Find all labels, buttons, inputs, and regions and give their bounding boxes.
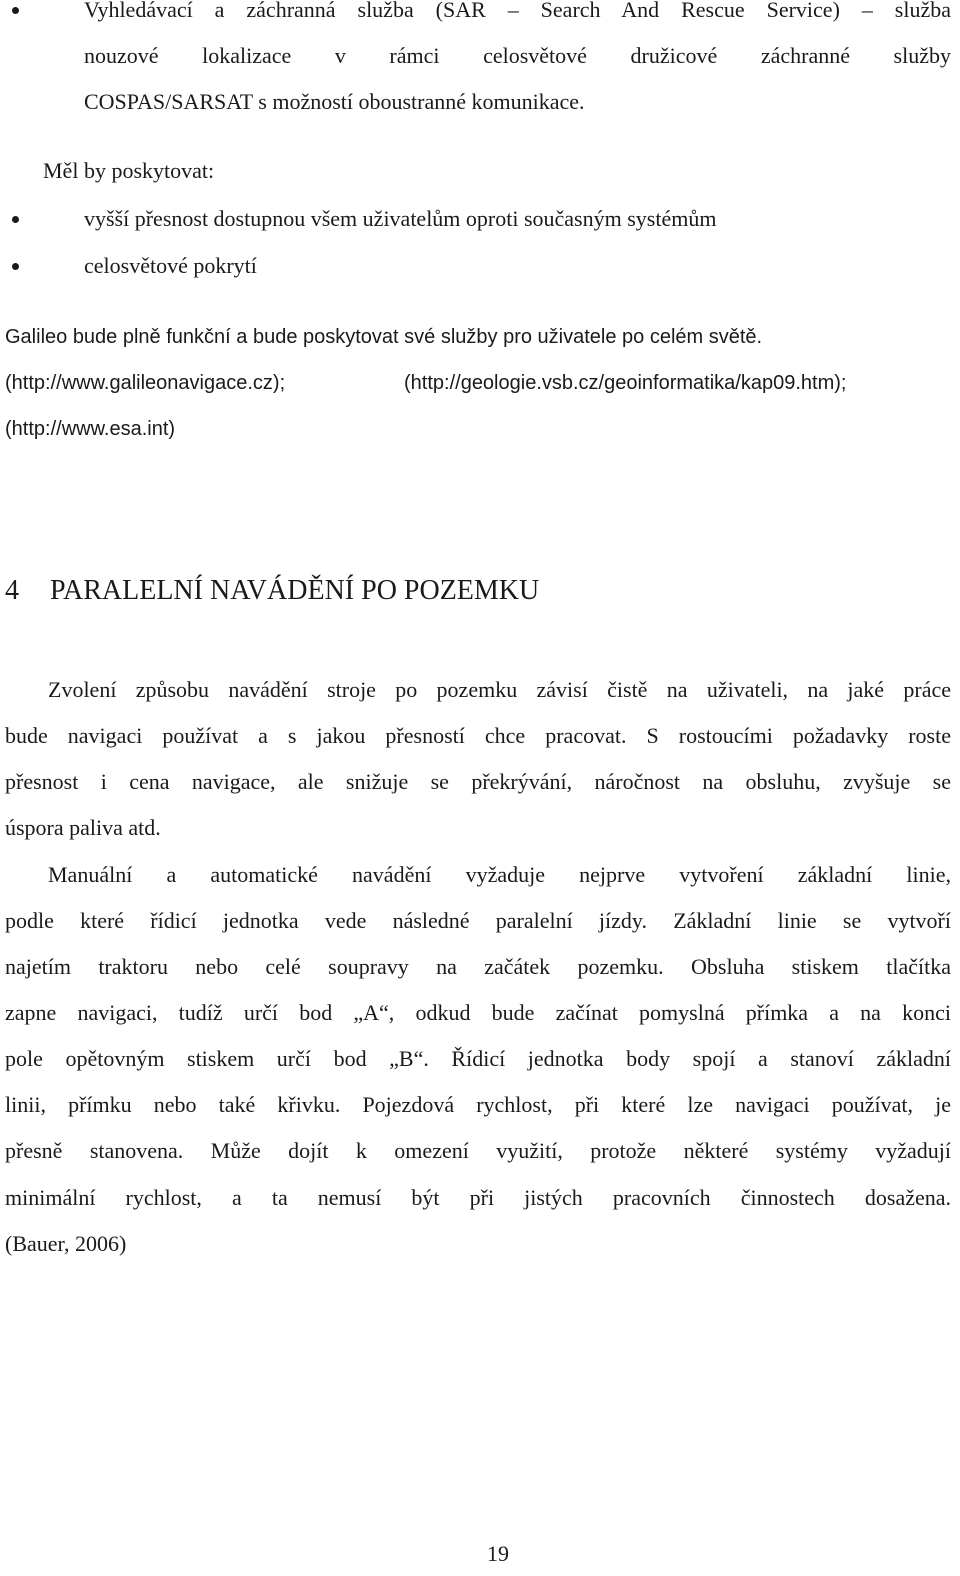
reference-link: (http://www.galileonavigace.cz);	[5, 372, 286, 394]
paragraph-line: úspora paliva atd.	[5, 815, 161, 840]
bullet-item: celosvětové pokrytí	[84, 253, 257, 278]
page-number: 19	[487, 1541, 509, 1566]
section-title: PARALELNÍ NAVÁDĚNÍ PO POZEMKU	[50, 575, 540, 606]
paragraph-line: přesně stanovena. Může dojít k omezení využití, protože některé systémy vyžadují	[5, 1138, 951, 1163]
paragraph-line: linii, přímku nebo také křivku. Pojezdová rychlost, při které lze navigaci používat, je	[5, 1092, 951, 1117]
paragraph-line: Zvolení způsobu navádění stroje po pozemku závisí čistě na uživateli, na jaké práce	[48, 677, 951, 702]
citation: (Bauer, 2006)	[5, 1231, 127, 1256]
paragraph-line: podle které řídicí jednotka vede následné paralelní jízdy. Základní linie se vytvoří	[5, 908, 951, 933]
paragraph-line: bude navigaci používat a s jakou přesností chce pracovat. S rostoucími požadavky roste	[5, 723, 951, 748]
bullet-sar-line-3: COSPAS/SARSAT s možností oboustranné komunikace.	[84, 89, 585, 114]
section-number: 4	[5, 575, 19, 606]
intro-text: Měl by poskytovat:	[43, 158, 215, 183]
paragraph-line: přesnost i cena navigace, ale snižuje se překrývání, náročnost na obsluhu, zvyšuje se	[5, 769, 951, 794]
paragraph-line: pole opětovným stiskem určí bod „B“. Řídicí jednotka body spojí a stanoví základní	[5, 1046, 951, 1071]
paragraph-line: minimální rychlost, a ta nemusí být při jistých pracovních činnostech dosažena.	[5, 1185, 951, 1210]
galileo-text: Galileo bude plně funkční a bude poskytovat své služby pro uživatele po celém světě.	[5, 326, 763, 348]
paragraph-line: najetím traktoru nebo celé soupravy na začátek pozemku. Obsluha stiskem tlačítka	[5, 954, 951, 979]
bullet-item: vyšší přesnost dostupnou všem uživatelům oproti současným systémům	[84, 206, 717, 231]
paragraph-line: Manuální a automatické navádění vyžaduje nejprve vytvoření základní linie,	[48, 862, 951, 887]
bullet-icon	[12, 216, 19, 223]
reference-link: (http://geologie.vsb.cz/geoinformatika/kap09.htm);	[404, 372, 847, 394]
bullet-icon	[12, 263, 19, 270]
bullet-icon	[12, 7, 19, 14]
reference-link: (http://www.esa.int)	[5, 418, 176, 440]
paragraph-line: zapne navigaci, tudíž určí bod „A“, odkud bude začínat pomyslná přímka a na konci	[5, 1000, 951, 1025]
bullet-sar-line-2: nouzové lokalizace v rámci celosvětové družicové záchranné služby	[84, 43, 951, 68]
bullet-sar-line-1: Vyhledávací a záchranná služba (SAR – Search And Rescue Service) – služba	[84, 0, 951, 22]
